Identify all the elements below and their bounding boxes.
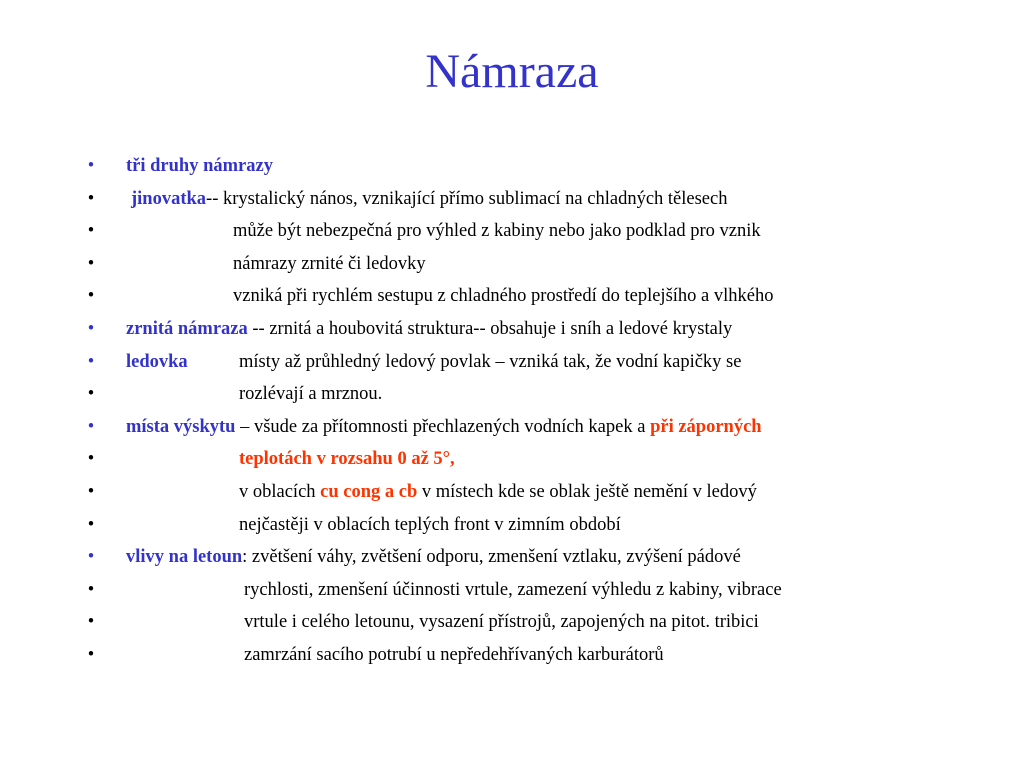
- keyword: tři druhy námrazy: [126, 156, 273, 176]
- bullet-item: [86, 639, 986, 672]
- bullet-content: [126, 541, 741, 574]
- bullet-list: [86, 150, 986, 672]
- bullet-item: [86, 443, 986, 476]
- bullet-item: [86, 248, 986, 281]
- bullet-dot: •: [87, 449, 95, 470]
- bullet-text: může být nebezpečná pro výhled z kabiny nebo jako podklad pro vznik: [233, 221, 761, 242]
- bullet-content: [126, 346, 188, 379]
- keyword: zrnitá námraza: [126, 318, 248, 339]
- bullet-text: nejčastěji v oblacích teplých front v zimním období: [239, 514, 621, 535]
- bullet-text: vrtule i celého letounu, vysazení přístrojů, zapojených na pitot. tribici: [244, 612, 759, 633]
- bullet-text: zamrzání sacího potrubí u nepředehřívaných karburátorů: [244, 644, 664, 665]
- bullet-text: : zvětšení váhy, zvětšení odporu, zmenšení vztlaku, zvýšení pádové: [242, 547, 741, 568]
- bullet-content: [126, 411, 762, 444]
- bullet-item: [86, 280, 986, 313]
- bullet-content: [239, 443, 455, 476]
- keyword: vlivy na letoun: [126, 547, 243, 568]
- keyword: místa výskytu: [126, 416, 236, 437]
- bullet-dot: •: [87, 547, 95, 568]
- bullet-item: [86, 378, 986, 411]
- bullet-dot: •: [87, 221, 95, 242]
- bullet-item: [86, 411, 986, 444]
- highlight-red: cu cong a cb: [320, 481, 418, 502]
- bullet-dot: •: [87, 384, 95, 405]
- bullet-text: – všude za přítomnosti přechlazených vodních kapek a: [235, 416, 651, 437]
- bullet-dot: •: [87, 514, 95, 535]
- bullet-dot: •: [87, 644, 95, 665]
- bullet-content: [126, 150, 273, 183]
- bullet-dot: •: [87, 188, 95, 209]
- bullet-item: [86, 509, 986, 542]
- bullet-item: [86, 606, 986, 639]
- keyword: jinovatka: [131, 188, 207, 209]
- bullet-dot: •: [87, 579, 95, 600]
- bullet-text: místy až průhledný ledový povlak – vzniká tak, že vodní kapičky se: [239, 351, 742, 372]
- bullet-text: -- krystalický nános, vznikající přímo sublimací na chladných tělesech: [206, 188, 728, 209]
- bullet-dot: •: [87, 156, 95, 176]
- bullet-item: [86, 574, 986, 607]
- bullet-text: v místech kde se oblak ještě nemění v ledový: [417, 481, 757, 502]
- bullet-item: [86, 346, 986, 379]
- bullet-text: rychlosti, zmenšení účinnosti vrtule, zamezení výhledu z kabiny, vibrace: [244, 579, 782, 600]
- bullet-dot: •: [87, 318, 95, 339]
- bullet-text: vzniká při rychlém sestupu z chladného prostředí do teplejšího a vlhkého: [233, 286, 774, 307]
- bullet-content: [126, 313, 732, 346]
- bullet-item: [86, 541, 986, 574]
- bullet-item: [86, 150, 986, 183]
- bullet-text: rozlévají a mrznou.: [239, 384, 383, 405]
- bullet-dot: •: [87, 416, 95, 437]
- highlight-red: při záporných: [650, 416, 762, 437]
- keyword: ledovka: [126, 351, 188, 372]
- bullet-text: námrazy zrnité či ledovky: [233, 253, 426, 274]
- bullet-dot: •: [87, 253, 95, 274]
- highlight-red: teplotách v rozsahu 0 až 5°,: [239, 449, 455, 470]
- bullet-text: v oblacích: [239, 481, 321, 502]
- slide-title: Námraza: [425, 45, 599, 98]
- bullet-content: [131, 183, 727, 216]
- bullet-dot: •: [87, 351, 95, 372]
- bullet-item: [86, 476, 986, 509]
- bullet-item: [86, 313, 986, 346]
- bullet-dot: •: [87, 481, 95, 502]
- bullet-text: -- zrnitá a houbovitá struktura-- obsahuje i sníh a ledové krystaly: [247, 318, 733, 339]
- bullet-dot: •: [87, 612, 95, 633]
- bullet-content: [239, 476, 757, 509]
- bullet-dot: •: [87, 286, 95, 307]
- bullet-item: [86, 215, 986, 248]
- bullet-item: [86, 183, 986, 216]
